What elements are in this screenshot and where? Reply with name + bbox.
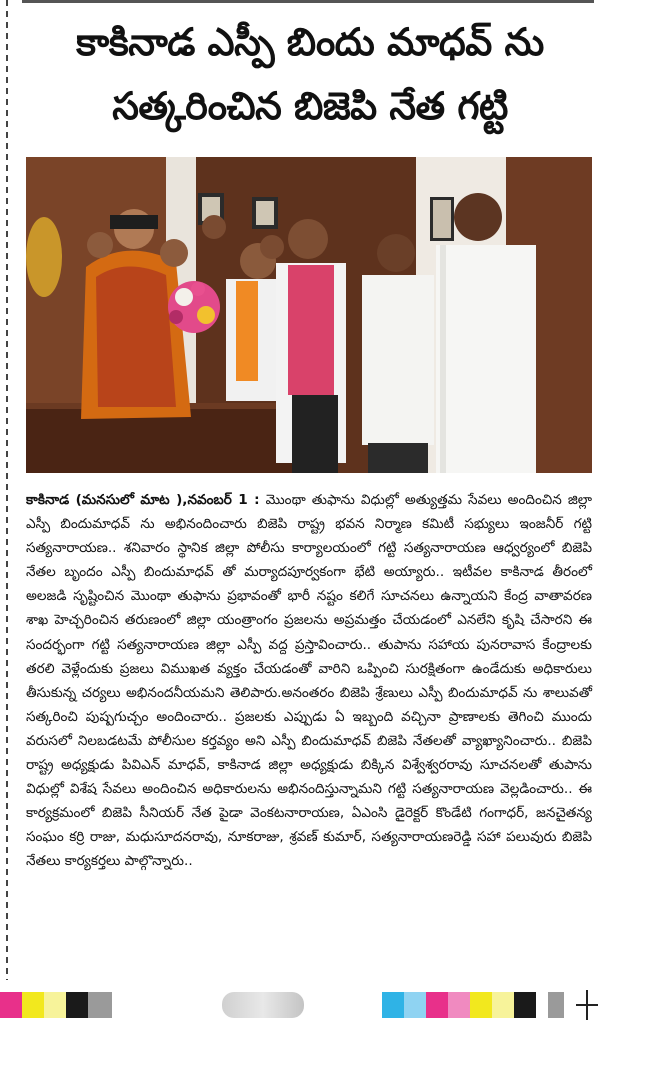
news-photo-illustration: [26, 157, 592, 473]
swatch-yellow-left: [22, 992, 44, 1018]
swatch-light-yellow: [492, 992, 514, 1018]
registration-mark-icon: [576, 990, 598, 1020]
swatch-cyan: [382, 992, 404, 1018]
article-dateline: కాకినాడ (మనసులో మాట ),నవంబర్ 1 :: [26, 492, 260, 508]
swatch-light-yellow-left: [44, 992, 66, 1018]
headline-line-1: కాకినాడ ఎస్పీ బిందు మాధవ్ ను: [76, 20, 544, 64]
swatch-gray-left: [88, 992, 112, 1018]
print-color-bar: [0, 992, 652, 1018]
column-rule: [6, 0, 8, 980]
headline: [24, 10, 596, 138]
swatch-magenta: [426, 992, 448, 1018]
swatch-magenta-left: [0, 992, 22, 1018]
news-photo: [26, 157, 592, 473]
swatch-pink: [448, 992, 470, 1018]
article-text: మొంథా తుఫాను విధుల్లో అత్యుత్తమ సేవలు అందించిన జిల్లా ఎస్పీ బిందుమాధవ్ ను అభినందించారు బిజెపి రాష్ట్ర భవన నిర్మాణ కమిటీ సభ్యులు ఇంజనీర్ గట్టి సత్యనారాయణ.. శనివారం స్థానిక జిల్లా పోలీసు కార్యాలయంలో గట్టి సత్యనారాయణ ఆధ్వర్యంలో బిజెపి నేతల బృందం ఎస్పీ బిందుమాధవ్ తో మర్యాదపూర్వకంగా భేటి అయ్యారు.. ఇటీవల కాకినాడ తీరంలో అలజడి సృష్టించిన మొంథా తుఫాను ప్రభావంతో భారీ నష్టం కలిగే సూచనలు ఉన్నాయని కేంద్ర వాతావరణ శాఖ హెచ్చరించిన తరుణంలో జిల్లా యంత్రాంగం ప్రజలను అప్రమత్తం చేయడంలో ఎనలేని కృషి చేసారని ఈ సందర్భంగా గట్టి సత్యనారాయణ జిల్లా ఎస్పీ వద్ద ప్రస్తావించారు.. తుపాను సహాయ పునరావాస కేంద్రాలకు తరలి వెళ్లేందుకు ప్రజలు విముఖత వ్యక్తం చేయడంతో వారిని ఒప్పించి సురక్షితంగా ఉండేదుకు అధికారులు తీసుకున్న చర్యలు అభినందనీయమని తెలిపారు.అనంతరం బిజెపి శ్రేణులు ఎస్పీ బిందుమాధవ్ ను శాలువతో సత్కరించి పుష్పగుచ్చం అందించారు.. ప్రజలకు ఎప్పుడు ఏ ఇబ్బంది వచ్చినా ప్రాణాలకు తెగించి ముందు వరుసలో నిలబడటమే పోలీసుల కర్తవ్యం అని ఎస్పీ బిందుమాధవ్ బిజెపి నేతలతో వ్యాఖ్యానించారు.. బిజెపి రాష్ట్ర అధ్యక్షుడు పివిఎన్ మాధవ్, కాకినాడ జిల్లా అధ్యక్షుడు బిక్కిన విశ్వేశ్వరరావు సూచనలతో తుపాను విధుల్లో విశేష సేవలు అందించిన అధికారులను అభినందిస్తున్నామని గట్టి సత్యనారాయణ వెల్లడించారు.. ఈ కార్యక్రమంలో బిజెపి సీనియర్ నేత పైడా వెంకటనారాయణ, ఏఎంసి డైరెక్టర్ కొండేటి గంగాధర్, జనచైతన్య సంఘం కర్రి రాజు, మధుసూదనరావు, నూకరాజు, శ్రవణ్ కుమార్, సత్యనారాయణరెడ్డి సహా పలువురు బిజెపి నేతలు కార్యకర్తలు పాల్గొన్నారు..: [26, 492, 593, 870]
top-rule: [22, 0, 594, 3]
headline-line-2: సత్కరించిన బిజెపి నేత గట్టి: [112, 84, 508, 128]
swatch-gray: [548, 992, 564, 1018]
swatch-black: [514, 992, 536, 1018]
swatch-light-cyan: [404, 992, 426, 1018]
article-body: [26, 488, 592, 874]
swatch-gray-center: [222, 992, 304, 1018]
swatch-yellow: [470, 992, 492, 1018]
swatch-black-left: [66, 992, 88, 1018]
